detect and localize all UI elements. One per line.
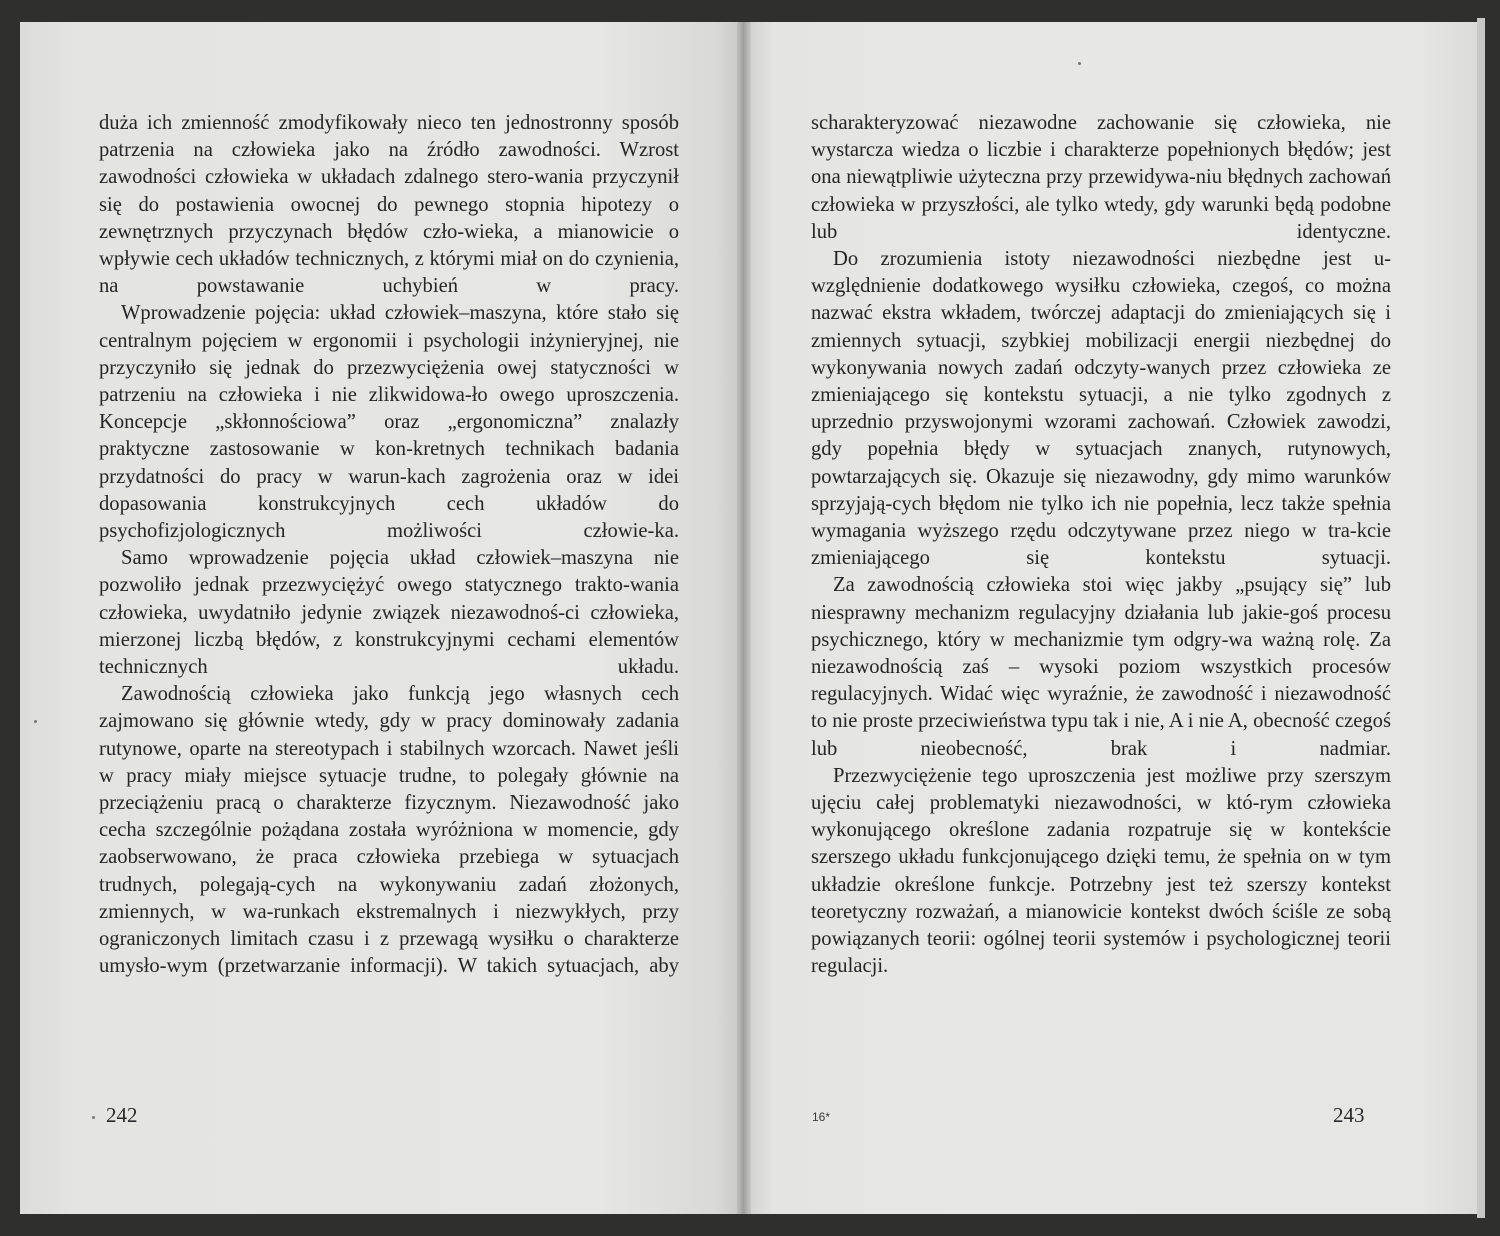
scan-speck [34,720,37,723]
page-number-left: 242 [106,1103,138,1127]
paragraph: Zawodnością człowieka jako funkcją jego własnych cech zajmowano się głównie wtedy, gdy w pracy dominowały zadania rutynowe, oparte na stereotypach i stabilnych wzorcach. Nawet jeśli w pracy miały miejsce sytuacje trudne, to polegały głównie na przeciążeniu pracą o charakterze fizycznym. Niezawodność jako cecha szczególnie pożądana została wyróżniona w momencie, gdy zaobserwowano, że praca człowieka przebiega w sytuacjach trudnych, polegają-cych na wykonywaniu zadań złożonych, zmiennych, w wa-runkach ekstremalnych i niezwykłych, przy ograniczonych limitach czasu i z przewagą wysiłku o charakterze umysło-wym (przetwarzanie informacji). W takich sytuacjach, aby [99,683,679,978]
paragraph: Wprowadzenie pojęcia: układ człowiek–maszyna, które stało się centralnym pojęciem w ergonomii i psychologii inżynieryjnej, nie przyczyniło się jednak do przezwyciężenia owej statyczności w patrzeniu na człowieka i nie zlikwidowa-ło owego uproszczenia. Koncepcje „skłonnościowa” oraz „ergonomiczna” znalazły praktyczne zastosowanie w kon-kretnych technikach badania przydatności do pracy w warun-kach zagrożenia oraz w idei dopasowania konstrukcyjnych cech układów do psychofizjologicznych możliwości człowie-ka. [99,302,679,543]
paragraph: Do zrozumienia istoty niezawodności niezbędne jest u-względnienie dodatkowego wysiłku człowieka, czegoś, co można nazwać ekstra wkładem, twórczej adaptacji do zmieniających się i zmiennych sytuacji, szybkiej mobilizacji energii niezbędnej do wykonywania nowych zadań odczyty-wanych przez człowieka ze zmieniającego się kontekstu sytuacji, a nie tylko zgodnych z uprzednio przyswojonymi wzorami zachowań. Człowiek zawodzi, gdy popełnia błędy w sytuacjach znanych, rutynowych, powtarzających się. Okazuje się niezawodny, gdy mimo warunków sprzyjają-cych błędom nie tylko ich nie popełnia, lecz także spełnia wymagania wyższego rzędu odczytywane przez niego w tra-kcie zmieniającego się kontekstu sytuacji. [811,248,1391,570]
paragraph: Samo wprowadzenie pojęcia układ człowiek–maszyna nie pozwoliło jednak przezwyciężyć owego statycznego trakto-wania człowieka, uwydatniło jedynie związek niezawodnoś-ci człowieka, mierzonej liczbą błędów, z konstrukcyjnymi cechami elementów technicznych układu. [99,547,679,679]
left-page [20,22,744,1214]
signature-mark: 16* [812,1110,831,1124]
scan-speck [1078,62,1081,65]
paragraph: duża ich zmienność zmodyfikowały nieco ten jednostronny sposób patrzenia na człowieka jako na źródło zawodności. Wzrost zawodności człowieka w układach zdalnego stero-wania przyczynił się do postawienia owocnej do pewnego stopnia hipotezy o zewnętrznych przyczynach błędów czło-wieka, a mianowicie o wpływie cech układów technicznych, z którymi miał on do czynienia, na powstawanie uchybień w pracy. [99,112,679,298]
paragraph: scharakteryzować niezawodne zachowanie się człowieka, nie wystarcza wiedza o liczbie i charakterze popełnionych błędów; jest ona niewątpliwie użyteczna przy przewidywa-niu błędnych zachowań człowieka w przyszłości, ale tylko wtedy, gdy warunki będą podobne lub identyczne. [811,112,1391,243]
scan-speck [92,1116,95,1119]
paragraph: Przezwyciężenie tego uproszczenia jest możliwe przy szerszym ujęciu całej problematyki niezawodności, w któ-rym człowieka wykonującego określone zadania rozpatruje się w kontekście szerszego układu funkcjonującego dzięki temu, że spełnia on w tym układzie określone funkcje. Potrzebny jest też szerszy kontekst teoretyczny rozważań, a mianowicie kontekst dwóch ściśle ze sobą powiązanych teorii: ogólnej teorii systemów i psychologicznej teorii regulacji. [811,764,1391,978]
paragraph: Za zawodnością człowieka stoi więc jakby „psujący się” lub niesprawny mechanizm regulacyjny działania lub jakie-goś procesu psychicznego, który w mechanizmie tym odgry-wa ważną rolę. Za niezawodnością zaś – wysoki poziom wszystkich procesów regulacyjnych. Widać więc wyraźnie, że zawodność i niezawodność to nie proste przeciwieństwa typu tak i nie, A i nie A, obecność czegoś lub nieobecność, brak i nadmiar. [811,574,1391,760]
book-gutter [737,22,751,1214]
right-page [744,22,1480,1214]
right-page-text [811,110,1391,981]
left-page-text [99,110,679,981]
page-edges [1477,18,1485,1218]
page-number-right: 243 [1333,1103,1365,1127]
